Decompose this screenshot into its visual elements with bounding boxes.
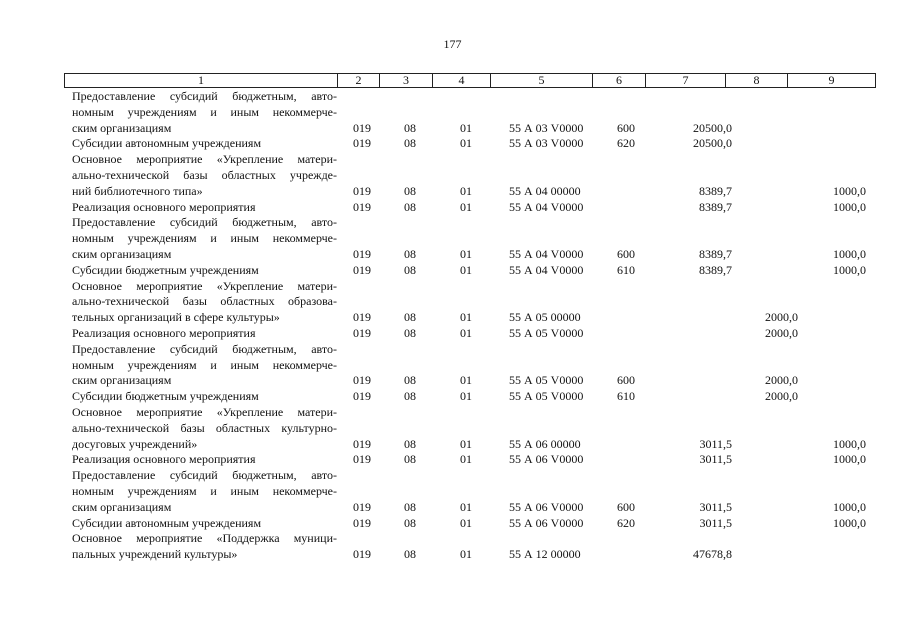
cell-csr: 55 А 06 00000 — [509, 436, 581, 451]
cell-csr: 55 А 04 00000 — [509, 183, 581, 198]
row-description: ским организациям — [72, 120, 172, 135]
cell-y7: 3011,5 — [699, 499, 732, 514]
table-row — [0, 136, 905, 152]
cell-rz: 08 — [404, 547, 416, 562]
row-description: Основное мероприятие «Поддержка муници- — [72, 531, 337, 546]
cell-y9: 1000,0 — [833, 499, 866, 514]
cell-y9: 1000,0 — [833, 262, 866, 277]
cell-pr: 01 — [460, 373, 472, 388]
cell-rz: 08 — [404, 499, 416, 514]
table-row — [0, 263, 905, 279]
cell-y7: 3011,5 — [699, 436, 732, 451]
table-row — [0, 152, 905, 168]
row-description: Реализация основного мероприятия — [72, 199, 256, 214]
cell-pr: 01 — [460, 136, 472, 151]
cell-pr: 01 — [460, 246, 472, 261]
row-description: Предоставление субсидий бюджетным, авто- — [72, 89, 337, 103]
row-description: ским организациям — [72, 499, 172, 514]
cell-ved: 019 — [353, 325, 371, 340]
cell-vr: 600 — [617, 246, 635, 261]
header-cell-9: 9 — [787, 74, 875, 87]
cell-ved: 019 — [353, 499, 371, 514]
cell-pr: 01 — [460, 389, 472, 404]
cell-y7: 20500,0 — [693, 136, 732, 151]
table-row — [0, 389, 905, 405]
cell-vr: 620 — [617, 136, 635, 151]
table-row — [0, 279, 905, 295]
cell-ved: 019 — [353, 246, 371, 261]
cell-y7: 47678,8 — [693, 547, 732, 562]
cell-y8: 2000,0 — [765, 325, 798, 340]
cell-rz: 08 — [404, 262, 416, 277]
cell-y7: 8389,7 — [699, 262, 732, 277]
cell-rz: 08 — [404, 136, 416, 151]
cell-pr: 01 — [460, 436, 472, 451]
cell-csr: 55 А 05 V0000 — [509, 325, 584, 340]
cell-pr: 01 — [460, 515, 472, 530]
cell-vr: 600 — [617, 499, 635, 514]
table-row — [0, 215, 905, 231]
cell-vr: 610 — [617, 262, 635, 277]
cell-vr: 620 — [617, 515, 635, 530]
header-cell-7: 7 — [645, 74, 725, 87]
cell-csr: 55 А 05 00000 — [509, 310, 581, 325]
cell-vr: 600 — [617, 373, 635, 388]
table-row — [0, 105, 905, 121]
cell-y8: 2000,0 — [765, 373, 798, 388]
row-description: Предоставление субсидий бюджетным, авто- — [72, 215, 337, 230]
cell-y9: 1000,0 — [833, 436, 866, 451]
cell-ved: 019 — [353, 120, 371, 135]
cell-csr: 55 А 03 V0000 — [509, 136, 584, 151]
header-cell-8: 8 — [725, 74, 787, 87]
table-body — [0, 89, 905, 563]
cell-rz: 08 — [404, 452, 416, 467]
cell-ved: 019 — [353, 136, 371, 151]
row-description: ний библиотечного типа» — [72, 183, 203, 198]
cell-csr: 55 А 06 V0000 — [509, 499, 584, 514]
page-number: 177 — [443, 37, 462, 51]
cell-y7: 20500,0 — [693, 120, 732, 135]
cell-pr: 01 — [460, 547, 472, 562]
row-description: ально-технической базы областных учрежде- — [72, 167, 337, 182]
row-description: досуговых учреждений» — [72, 436, 198, 451]
cell-csr: 55 А 05 V0000 — [509, 389, 584, 404]
table-row — [0, 373, 905, 389]
table-row — [0, 310, 905, 326]
cell-rz: 08 — [404, 389, 416, 404]
cell-ved: 019 — [353, 389, 371, 404]
header-cell-3: 3 — [379, 74, 432, 87]
table-row — [0, 294, 905, 310]
cell-y7: 8389,7 — [699, 199, 732, 214]
row-description: Предоставление субсидий бюджетным, авто- — [72, 468, 337, 483]
cell-y9: 1000,0 — [833, 183, 866, 198]
cell-pr: 01 — [460, 199, 472, 214]
cell-ved: 019 — [353, 515, 371, 530]
table-row — [0, 184, 905, 200]
cell-y7: 8389,7 — [699, 183, 732, 198]
cell-pr: 01 — [460, 325, 472, 340]
cell-rz: 08 — [404, 436, 416, 451]
row-description: ально-технической базы областных культурно- — [72, 420, 337, 435]
row-description: Реализация основного мероприятия — [72, 325, 256, 340]
table-row — [0, 405, 905, 421]
cell-csr: 55 А 04 V0000 — [509, 199, 584, 214]
cell-rz: 08 — [404, 120, 416, 135]
row-description: Основное мероприятие «Укрепление матери- — [72, 152, 337, 167]
cell-rz: 08 — [404, 515, 416, 530]
table-header — [64, 73, 876, 88]
cell-csr: 55 А 05 V0000 — [509, 373, 584, 388]
row-description: пальных учреждений культуры» — [72, 547, 238, 562]
table-row — [0, 421, 905, 437]
row-description: Субсидии автономным учреждениям — [72, 515, 262, 530]
row-description: Основное мероприятие «Укрепление матери- — [72, 404, 337, 419]
cell-ved: 019 — [353, 452, 371, 467]
cell-csr: 55 А 12 00000 — [509, 547, 581, 562]
row-description: Реализация основного мероприятия — [72, 452, 256, 467]
table-row — [0, 547, 905, 563]
table-row — [0, 200, 905, 216]
cell-vr: 610 — [617, 389, 635, 404]
cell-y7: 8389,7 — [699, 246, 732, 261]
row-description: Субсидии бюджетным учреждениям — [72, 389, 259, 404]
cell-csr: 55 А 03 V0000 — [509, 120, 584, 135]
cell-rz: 08 — [404, 310, 416, 325]
header-cell-6: 6 — [592, 74, 645, 87]
row-description: Субсидии автономным учреждениям — [72, 136, 262, 151]
cell-vr: 600 — [617, 120, 635, 135]
header-cell-2: 2 — [337, 74, 379, 87]
row-description: номным учреждениям и иным некоммерче- — [72, 231, 337, 246]
row-description: тельных организаций в сфере культуры» — [72, 310, 280, 325]
table-row — [0, 516, 905, 532]
table-row — [0, 121, 905, 137]
table-row — [0, 452, 905, 468]
cell-ved: 019 — [353, 310, 371, 325]
cell-ved: 019 — [353, 199, 371, 214]
cell-csr: 55 А 04 V0000 — [509, 262, 584, 277]
table-row — [0, 342, 905, 358]
cell-rz: 08 — [404, 183, 416, 198]
row-description: номным учреждениям и иным некоммерче- — [72, 104, 337, 119]
cell-rz: 08 — [404, 246, 416, 261]
cell-pr: 01 — [460, 452, 472, 467]
table-row — [0, 484, 905, 500]
table-row — [0, 326, 905, 342]
cell-pr: 01 — [460, 262, 472, 277]
cell-y9: 1000,0 — [833, 452, 866, 467]
table-row — [0, 89, 905, 105]
row-description: Основное мероприятие «Укрепление матери- — [72, 278, 337, 293]
table-row — [0, 531, 905, 547]
table-row — [0, 358, 905, 374]
table-row — [0, 231, 905, 247]
cell-pr: 01 — [460, 120, 472, 135]
cell-ved: 019 — [353, 373, 371, 388]
cell-y7: 3011,5 — [699, 452, 732, 467]
table-row — [0, 168, 905, 184]
cell-pr: 01 — [460, 499, 472, 514]
cell-csr: 55 А 04 V0000 — [509, 246, 584, 261]
cell-pr: 01 — [460, 183, 472, 198]
row-description: Предоставление субсидий бюджетным, авто- — [72, 341, 337, 356]
cell-rz: 08 — [404, 325, 416, 340]
cell-ved: 019 — [353, 436, 371, 451]
cell-y9: 1000,0 — [833, 515, 866, 530]
cell-y8: 2000,0 — [765, 389, 798, 404]
row-description: ским организациям — [72, 246, 172, 261]
cell-y9: 1000,0 — [833, 246, 866, 261]
cell-csr: 55 А 06 V0000 — [509, 515, 584, 530]
row-description: номным учреждениям и иным некоммерче- — [72, 483, 337, 498]
table-row — [0, 247, 905, 263]
row-description: ально-технической базы областных образова- — [72, 294, 337, 309]
cell-rz: 08 — [404, 199, 416, 214]
table-row — [0, 437, 905, 453]
header-cell-4: 4 — [432, 74, 490, 87]
cell-y7: 3011,5 — [699, 515, 732, 530]
cell-y8: 2000,0 — [765, 310, 798, 325]
header-cell-5: 5 — [490, 74, 592, 87]
row-description: номным учреждениям и иным некоммерче- — [72, 357, 337, 372]
cell-pr: 01 — [460, 310, 472, 325]
cell-csr: 55 А 06 V0000 — [509, 452, 584, 467]
row-description: ским организациям — [72, 373, 172, 388]
cell-rz: 08 — [404, 373, 416, 388]
table-row — [0, 500, 905, 516]
cell-ved: 019 — [353, 183, 371, 198]
table-row — [0, 468, 905, 484]
cell-ved: 019 — [353, 262, 371, 277]
cell-y9: 1000,0 — [833, 199, 866, 214]
header-cell-1: 1 — [198, 73, 204, 87]
row-description: Субсидии бюджетным учреждениям — [72, 262, 259, 277]
cell-ved: 019 — [353, 547, 371, 562]
